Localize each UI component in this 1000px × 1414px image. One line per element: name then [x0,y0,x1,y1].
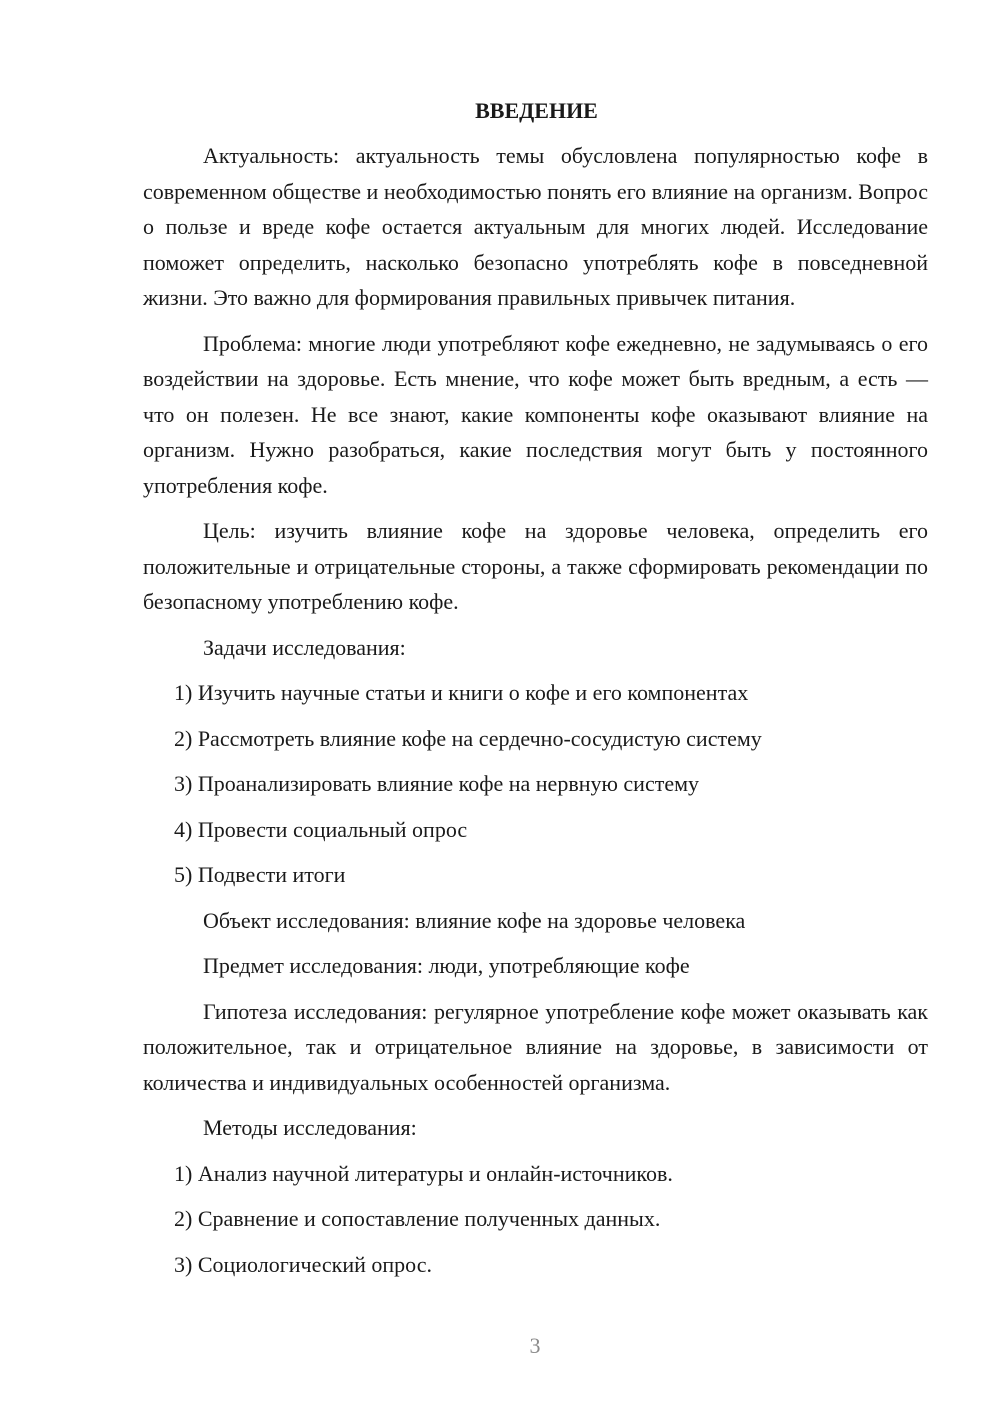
list-item: 5) Подвести итоги [174,862,346,887]
page-number: 3 [529,1333,541,1358]
page-title: ВВЕДЕНИЕ [475,98,598,123]
methods-list [143,1156,928,1283]
list-item: 1) Анализ научной литературы и онлайн-источников. [174,1160,673,1186]
problem-paragraph: Проблема: многие люди употребляют кофе ежедневно, не задумываясь о его воздействии на здоровье. Есть мнение, что кофе может быть вредным, а есть — что он полезен. Не все знают, какие компоненты кофе оказывают влияние на организм. Нужно разобраться, какие последствия могут быть у постоянного употребления кофе. [143,330,928,498]
tasks-heading: Задачи исследования: [203,634,406,660]
page-content [143,96,928,1292]
list-item: 2) Рассмотреть влияние кофе на сердечно-сосудистую систему [174,725,762,751]
object-line: Объект исследования: влияние кофе на здоровье человека [203,907,746,933]
methods-heading: Методы исследования: [203,1115,417,1140]
list-item: 2) Сравнение и сопоставление полученных данных. [174,1206,661,1231]
list-item: 1) Изучить научные статьи и книги о кофе и его компонентах [174,680,749,705]
list-item: 3) Проанализировать влияние кофе на нервную систему [174,771,700,796]
subject-line: Предмет исследования: люди, употребляющие кофе [203,953,690,978]
list-item: 3) Социологический опрос. [174,1251,432,1277]
hypothesis-paragraph: Гипотеза исследования: регулярное употребление кофе может оказывать как положительное, так и отрицательное влияние на здоровье, в зависимости от количества и индивидуальных особенностей организма. [143,998,928,1095]
relevance-paragraph: Актуальность: актуальность темы обусловлена популярностью кофе в современном обществе и необходимостью понять его влияние на организм. Вопрос о пользе и вреде кофе остается актуальным для многих людей. Исследование поможет определить, насколько безопасно употреблять кофе в повседневной жизни. Это важно для формирования правильных привычек питания. [143,143,928,310]
goal-paragraph: Цель: изучить влияние кофе на здоровье человека, определить его положительные и отрицательные стороны, а также сформировать рекомендации по безопасному употреблению кофе. [143,518,928,614]
list-item: 4) Провести социальный опрос [174,816,468,842]
tasks-list [143,675,928,893]
